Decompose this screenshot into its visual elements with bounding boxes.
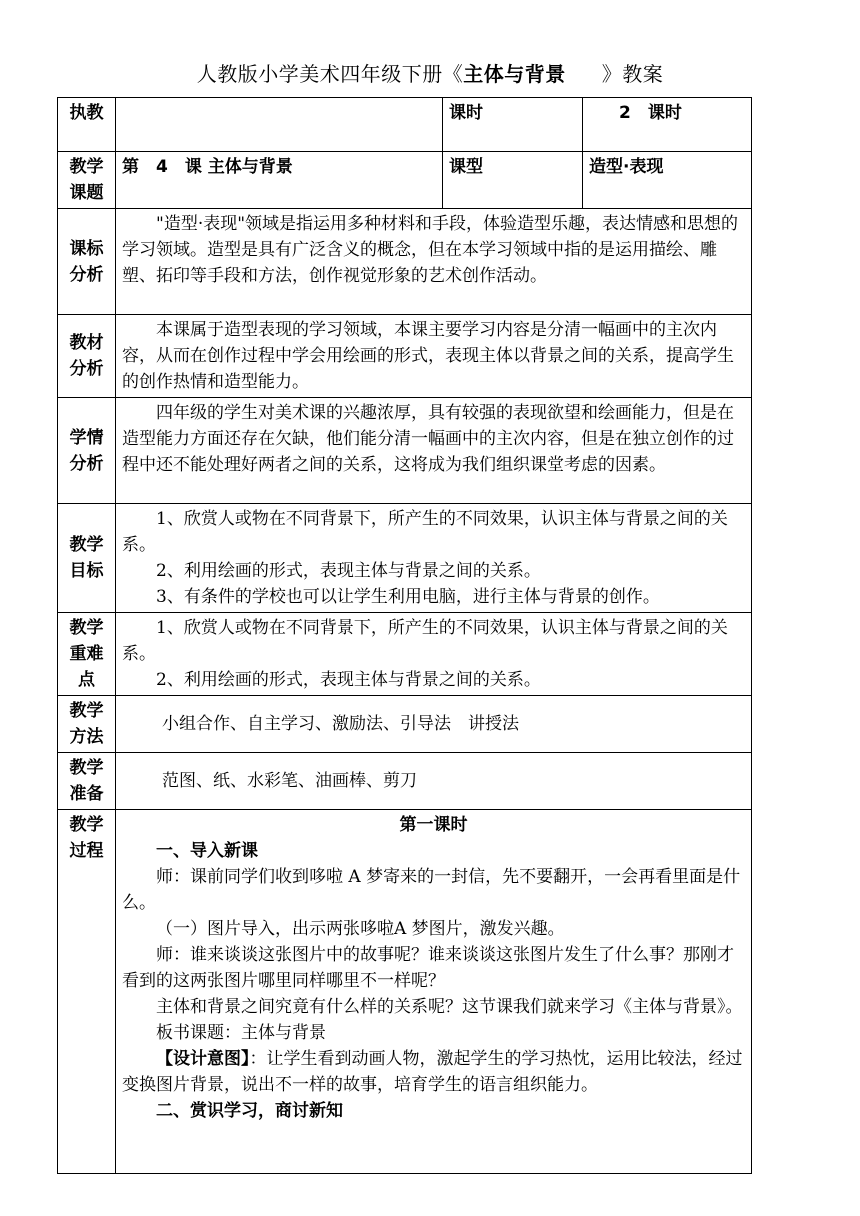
method-text: 小组合作、自主学习、激励法、引导法 讲授法 bbox=[162, 714, 519, 734]
design-intent-text: ：让学生看到动画人物，激起学生的学习热忱，运用比较法，经过变换图片背景，说出不一样的故事，培育学生的语言组织能力。 bbox=[122, 1049, 743, 1095]
hours-label: 课时 bbox=[443, 98, 583, 152]
row-prep bbox=[58, 753, 752, 810]
process-paragraph: 主体和背景之间究竟有什么样的关系呢？这节课我们就来学习《主体与背景》。 bbox=[156, 997, 743, 1017]
document-title bbox=[0, 58, 860, 90]
key-point-item: 2、利用绘画的形式，表现主体与背景之间的关系。 bbox=[156, 670, 541, 690]
lesson-plan-table bbox=[57, 97, 752, 1174]
row-topic bbox=[58, 152, 752, 209]
goal-item: 2、利用绘画的形式，表现主体与背景之间的关系。 bbox=[156, 561, 541, 581]
type-label: 课型 bbox=[443, 152, 583, 209]
goals-label: 教学目标 bbox=[58, 504, 116, 613]
goal-item: 3、有条件的学校也可以让学生利用电脑，进行主体与背景的创作。 bbox=[156, 587, 660, 607]
curriculum-text: "造型·表现"领域是指运用多种材料和手段，体验造型乐趣，表达情感和思想的学习领域。造型是具有广泛含义的概念，但在本学习领域中指的是运用描绘、雕塑、拓印等手段和方法，创作视觉形象的艺术创作活动。 bbox=[122, 214, 739, 286]
title-suffix: 》教案 bbox=[601, 62, 664, 86]
title-main: 主体与背景 bbox=[463, 62, 566, 86]
topic-value: 第 4 课 主体与背景 bbox=[116, 152, 443, 209]
process-paragraph: 师：课前同学们收到哆啦 A 梦寄来的一封信，先不要翻开，一会再看里面是什么。 bbox=[122, 867, 741, 913]
prep-text: 范图、纸、水彩笔、油画棒、剪刀 bbox=[162, 771, 417, 791]
teacher-label: 执教 bbox=[58, 98, 116, 152]
process-paragraph: 板书课题：主体与背景 bbox=[156, 1023, 326, 1043]
row-material bbox=[58, 315, 752, 398]
lesson-title: 第一课时 bbox=[399, 815, 468, 835]
type-value: 造型·表现 bbox=[583, 152, 752, 209]
students-text: 四年级的学生对美术课的兴趣浓厚，具有较强的表现欲望和绘画能力，但是在造型能力方面还存在欠缺，他们能分清一幅画中的主次内容，但是在独立创作的过程中还不能处理好两者之间的关系，这将成为我们组织课堂考虑的因素。 bbox=[122, 403, 734, 475]
teacher-value bbox=[116, 98, 443, 152]
row-goals bbox=[58, 504, 752, 613]
key-point-item: 1、欣赏人或物在不同背景下，所产生的不同效果，认识主体与背景之间的关系。 bbox=[122, 618, 728, 664]
design-intent-label: 【设计意图】 bbox=[156, 1049, 250, 1069]
curriculum-label: 课标分析 bbox=[58, 209, 116, 315]
key-points-label: 教学重难点 bbox=[58, 613, 116, 696]
row-teacher bbox=[58, 98, 752, 152]
design-intent-paragraph bbox=[122, 1046, 745, 1098]
material-text: 本课属于造型表现的学习领域，本课主要学习内容是分清一幅画中的主次内容，从而在创作过程中学会用绘画的形式，表现主体以背景之间的关系，提高学生的创作热情和造型能力。 bbox=[122, 320, 734, 392]
section-heading: 一、导入新课 bbox=[156, 841, 258, 861]
students-label: 学情分析 bbox=[58, 398, 116, 504]
material-label: 教材分析 bbox=[58, 315, 116, 398]
row-key-points bbox=[58, 613, 752, 696]
section-heading: 二、赏识学习，商讨新知 bbox=[156, 1101, 343, 1121]
row-process bbox=[58, 810, 752, 1174]
prep-label: 教学准备 bbox=[58, 753, 116, 810]
row-method bbox=[58, 696, 752, 753]
row-curriculum bbox=[58, 209, 752, 315]
title-prefix: 人教版小学美术四年级下册《 bbox=[196, 62, 464, 86]
topic-label: 教学课题 bbox=[58, 152, 116, 209]
goal-item: 1、欣赏人或物在不同背景下，所产生的不同效果，认识主体与背景之间的关系。 bbox=[122, 509, 728, 555]
hours-value: 2 课时 bbox=[583, 98, 752, 152]
method-label: 教学方法 bbox=[58, 696, 116, 753]
process-paragraph: 师：谁来谈谈这张图片中的故事呢？谁来谈谈这张图片发生了什么事？那刚才看到的这两张图片哪里同样哪里不一样呢？ bbox=[122, 945, 734, 991]
process-label: 教学过程 bbox=[58, 810, 116, 1174]
row-students bbox=[58, 398, 752, 504]
process-paragraph: （一）图片导入，出示两张哆啦A 梦图片，激发兴趣。 bbox=[156, 919, 565, 939]
